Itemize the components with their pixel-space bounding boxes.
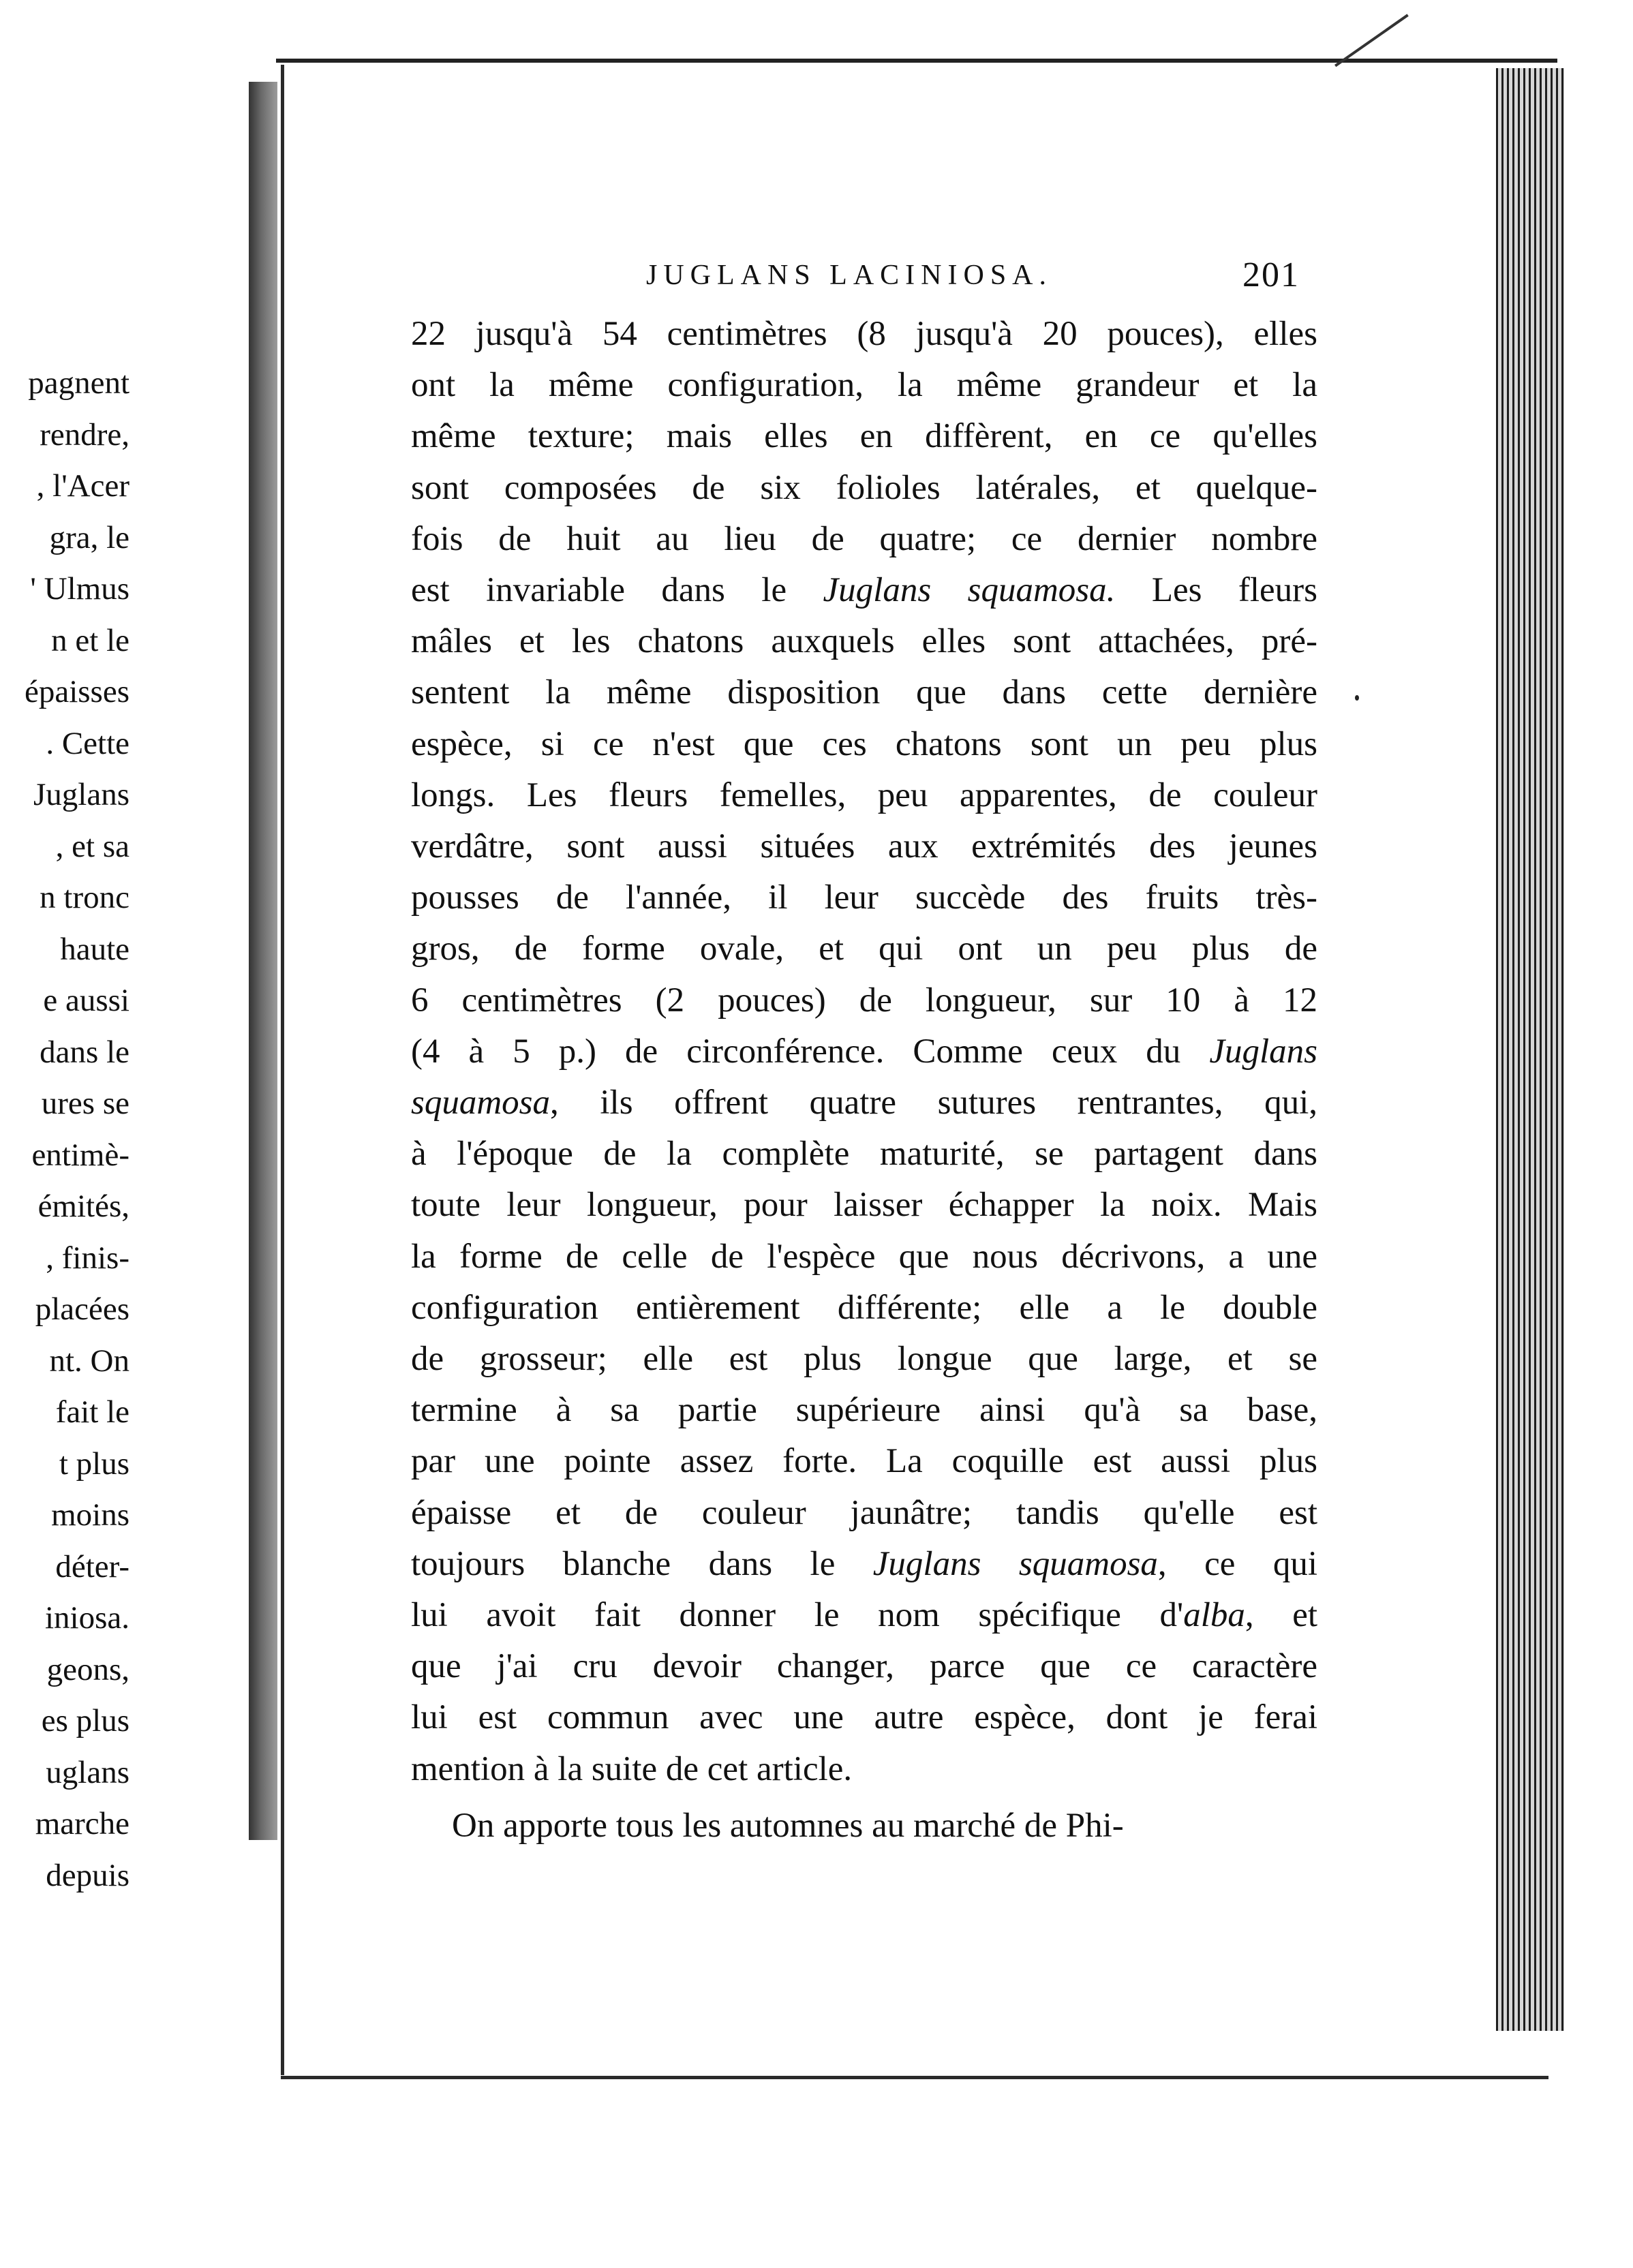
text-line bbox=[411, 1539, 1317, 1590]
running-title: JUGLANS LACINIOSA. bbox=[646, 260, 1053, 291]
facing-page-line: uglans bbox=[46, 1754, 129, 1790]
text-run: toute leur longueur, pour laisser échapper la noix. Mais bbox=[411, 1186, 1317, 1225]
text-run: est invariable dans le bbox=[411, 571, 823, 610]
text-run: sentent la même disposition que dans cette dernière bbox=[411, 673, 1317, 712]
book-page bbox=[285, 65, 1495, 2075]
body-text bbox=[411, 309, 1317, 1852]
page-top-edge bbox=[276, 59, 1557, 63]
text-run: gros, de forme ovale, et qui ont un peu plus de bbox=[411, 930, 1317, 968]
text-run: pousses de l'année, il leur succède des fruits très- bbox=[411, 878, 1317, 917]
text-line bbox=[411, 1590, 1317, 1641]
text-line bbox=[411, 309, 1317, 360]
text-line bbox=[411, 1026, 1317, 1077]
facing-page-line: marche bbox=[35, 1806, 129, 1841]
facing-page-line: pagnent bbox=[28, 365, 129, 401]
paragraph bbox=[411, 1800, 1317, 1852]
text-run: la forme de celle de l'espèce que nous décrivons, a une bbox=[411, 1237, 1317, 1276]
facing-page-line: nt. On bbox=[49, 1343, 129, 1379]
text-line bbox=[411, 1180, 1317, 1231]
text-run: (4 à 5 p.) de circonférence. Comme ceux du bbox=[411, 1032, 1210, 1071]
text-line bbox=[411, 565, 1317, 616]
facing-page-line: émités, bbox=[37, 1189, 129, 1224]
facing-page-line: déter- bbox=[55, 1548, 129, 1584]
text-line bbox=[411, 514, 1317, 565]
text-line bbox=[411, 1488, 1317, 1539]
facing-page-line: . Cette bbox=[46, 725, 129, 761]
page-gutter-line bbox=[281, 65, 284, 2075]
text-run: 6 centimètres (2 pouces) de longueur, sur 10 à 12 bbox=[411, 981, 1317, 1020]
text-run: à l'époque de la complète maturité, se partagent dans bbox=[411, 1135, 1317, 1174]
paragraph bbox=[411, 309, 1317, 1795]
ink-speck bbox=[1355, 695, 1359, 701]
text-run: , et bbox=[1245, 1596, 1317, 1635]
facing-page-line: iniosa. bbox=[44, 1600, 129, 1636]
text-run: toujours blanche dans le bbox=[411, 1544, 873, 1583]
facing-page-line: gra, le bbox=[49, 519, 129, 555]
page-header bbox=[285, 256, 1495, 300]
facing-page-line: , l'Acer bbox=[36, 468, 129, 504]
italic-species-name: Juglans bbox=[1209, 1032, 1317, 1071]
text-run: sont composées de six folioles latérales, et quelque- bbox=[411, 468, 1317, 507]
text-line bbox=[411, 821, 1317, 872]
facing-page-line: ures se bbox=[41, 1086, 129, 1121]
text-run: , ce qui bbox=[1157, 1544, 1317, 1583]
text-line bbox=[411, 923, 1317, 975]
text-line bbox=[411, 616, 1317, 667]
text-line bbox=[411, 975, 1317, 1026]
book-gutter-shadow bbox=[249, 82, 277, 1840]
text-run: lui est commun avec une autre espèce, dont je ferai bbox=[411, 1698, 1317, 1737]
text-run: verdâtre, sont aussi situées aux extrémités des jeunes bbox=[411, 827, 1317, 866]
facing-page-line: Juglans bbox=[33, 777, 129, 812]
facing-page-line: rendre, bbox=[40, 416, 129, 453]
text-run: Les fleurs bbox=[1115, 571, 1317, 610]
facing-page-line: geons, bbox=[46, 1651, 129, 1687]
facing-page-line: depuis bbox=[46, 1857, 129, 1893]
page-bottom-edge bbox=[281, 2076, 1548, 2079]
text-line bbox=[411, 1077, 1317, 1129]
text-line bbox=[411, 1129, 1317, 1180]
facing-page-line: n tronc bbox=[40, 880, 129, 915]
text-line bbox=[411, 1334, 1317, 1385]
facing-page-line: haute bbox=[60, 931, 129, 967]
text-line bbox=[411, 1800, 1317, 1852]
facing-page-line: ' Ulmus bbox=[30, 571, 129, 607]
text-line bbox=[411, 770, 1317, 821]
italic-species-name: Juglans squamosa. bbox=[823, 571, 1116, 610]
text-line bbox=[411, 1692, 1317, 1743]
facing-page-line: , finis- bbox=[46, 1240, 129, 1276]
text-run: longs. Les fleurs femelles, peu apparentes, de couleur bbox=[411, 776, 1317, 814]
text-line bbox=[411, 872, 1317, 923]
text-line bbox=[411, 1436, 1317, 1487]
text-run: que j'ai cru devoir changer, parce que ce caractère bbox=[411, 1647, 1317, 1686]
facing-page-line: es plus bbox=[41, 1703, 129, 1738]
text-run: épaisse et de couleur jaunâtre; tandis qu'elle est bbox=[411, 1493, 1317, 1532]
text-line bbox=[411, 1231, 1317, 1283]
italic-species-name: Juglans squamosa bbox=[872, 1544, 1158, 1583]
text-run: ont la même configuration, la même grandeur et la bbox=[411, 366, 1317, 405]
text-line bbox=[411, 667, 1317, 718]
text-run: , ils offrent quatre sutures rentrantes, qui, bbox=[550, 1084, 1317, 1122]
facing-page-line: épaisses bbox=[24, 674, 129, 709]
italic-species-name: squamosa bbox=[411, 1084, 551, 1122]
text-line bbox=[411, 1744, 1317, 1795]
facing-page-line: n et le bbox=[51, 622, 129, 658]
facing-page-line: placées bbox=[35, 1291, 129, 1327]
text-run: mâles et les chatons auxquels elles sont attachées, pré- bbox=[411, 622, 1317, 661]
facing-page-line: t plus bbox=[59, 1445, 129, 1482]
text-run: fois de huit au lieu de quatre; ce dernier nombre bbox=[411, 519, 1317, 558]
text-run: par une pointe assez forte. La coquille est aussi plus bbox=[411, 1442, 1317, 1481]
text-run: lui avoit fait donner le nom spécifique d' bbox=[411, 1596, 1184, 1635]
italic-species-name: alba bbox=[1183, 1596, 1245, 1635]
facing-page-line: , et sa bbox=[55, 828, 129, 864]
facing-page-line: entimè- bbox=[31, 1137, 129, 1173]
page-fore-edge bbox=[1496, 68, 1564, 2031]
text-run: espèce, si ce n'est que ces chatons sont un peu plus bbox=[411, 724, 1317, 763]
text-line bbox=[411, 1283, 1317, 1334]
text-line bbox=[411, 463, 1317, 514]
text-line bbox=[411, 1641, 1317, 1692]
page-number: 201 bbox=[1242, 256, 1300, 294]
text-run: de grosseur; elle est plus longue que large, et se bbox=[411, 1340, 1317, 1379]
text-line bbox=[411, 360, 1317, 411]
text-run: configuration entièrement différente; elle a le double bbox=[411, 1288, 1317, 1327]
facing-page-text bbox=[0, 358, 129, 1901]
text-run: même texture; mais elles en diffèrent, en ce qu'elles bbox=[411, 417, 1317, 456]
text-run: termine à sa partie supérieure ainsi qu'à sa base, bbox=[411, 1391, 1317, 1430]
text-run: mention à la suite de cet article. bbox=[411, 1749, 853, 1788]
text-line bbox=[411, 411, 1317, 462]
facing-page-left bbox=[0, 55, 245, 2092]
text-line bbox=[411, 719, 1317, 770]
text-line bbox=[411, 1385, 1317, 1436]
text-run: On apporte tous les automnes au marché de Phi- bbox=[452, 1806, 1124, 1845]
facing-page-line: dans le bbox=[40, 1034, 129, 1070]
facing-page-line: moins bbox=[51, 1497, 129, 1533]
text-run: 22 jusqu'à 54 centimètres (8 jusqu'à 20 pouces), elles bbox=[411, 315, 1317, 353]
facing-page-line: fait le bbox=[55, 1394, 129, 1430]
facing-page-line: e aussi bbox=[43, 983, 129, 1018]
